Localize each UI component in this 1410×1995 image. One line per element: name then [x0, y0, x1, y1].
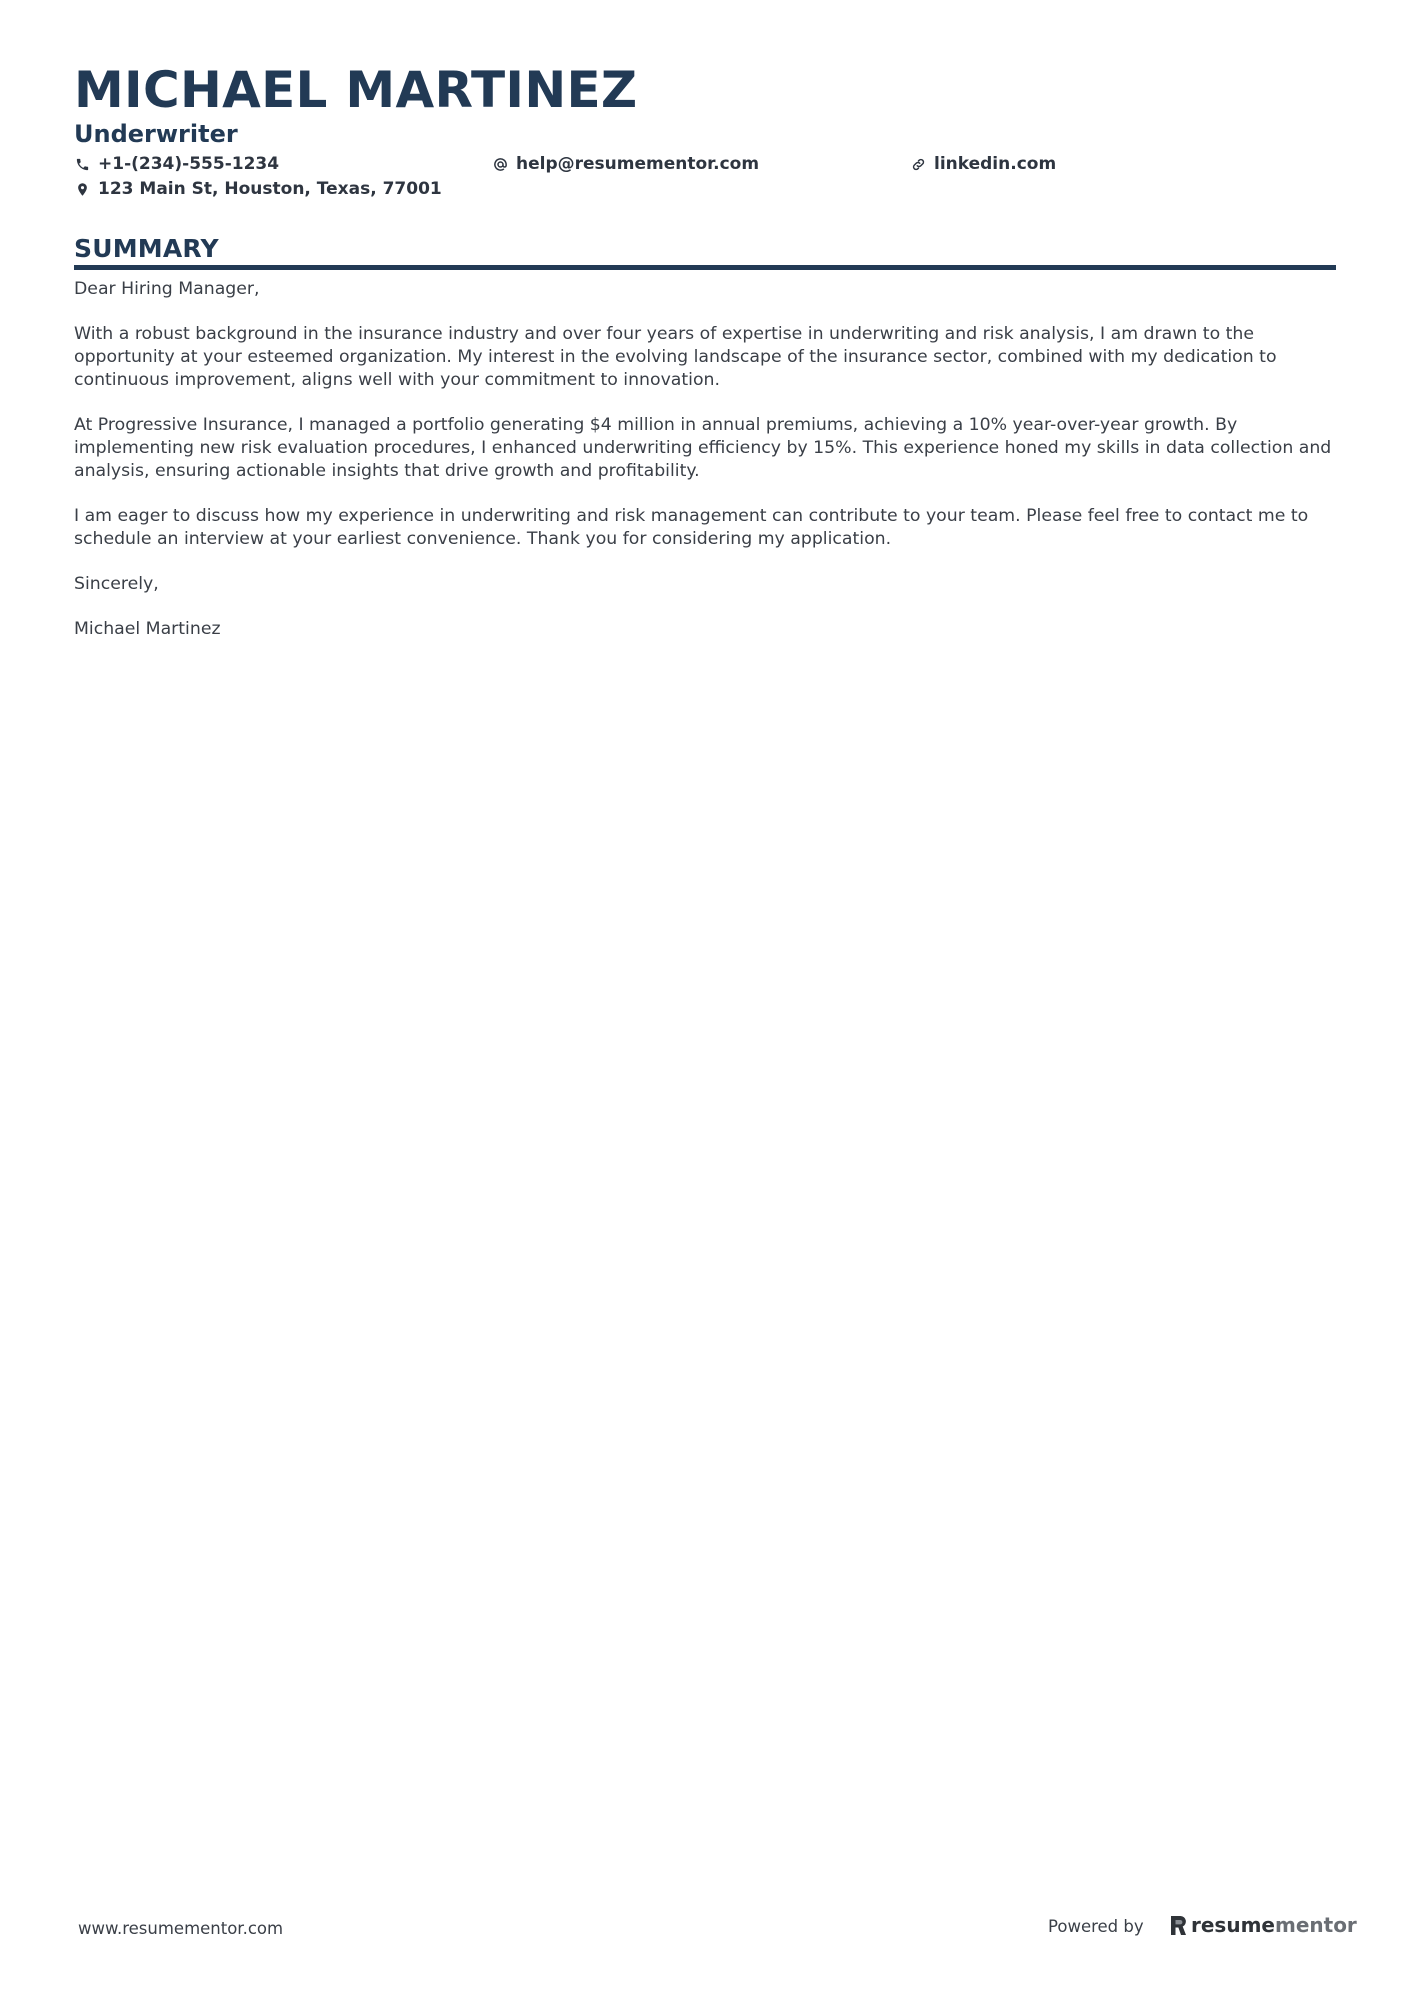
brand-text-resume: resume: [1191, 1913, 1275, 1937]
letter-signature: Michael Martinez: [74, 619, 221, 640]
cover-letter-body: [74, 278, 1336, 664]
brand-logo[interactable]: [1170, 1911, 1357, 1939]
address-text: 123 Main St, Houston, Texas, 77001: [98, 179, 442, 199]
letter-closing: Sincerely,: [74, 574, 159, 595]
candidate-name: MICHAEL MARTINEZ: [74, 61, 638, 119]
section-title-summary: SUMMARY: [74, 234, 219, 263]
powered-by-label: Powered by: [1048, 1917, 1144, 1936]
email-text[interactable]: help@resumementor.com: [516, 154, 760, 174]
section-divider: [74, 265, 1336, 270]
phone-text: +1-(234)-555-1234: [98, 154, 280, 174]
linkedin-text[interactable]: linkedin.com: [934, 154, 1057, 174]
letter-paragraph: With a robust background in the insurance industry and over four years of expertise in underwriting and risk analysis, I am drawn to the opportunity at your esteemed organization. My interest in the evolving landscape of the insurance sector, combined with my dedication to continuous improvement, aligns well with your commitment to innovation.: [74, 324, 1277, 390]
contact-phone: [74, 152, 279, 176]
contact-linkedin[interactable]: [910, 152, 1056, 176]
phone-icon: [74, 156, 91, 173]
resumementor-logo-icon: [1170, 1915, 1187, 1936]
brand-text-mentor: mentor: [1274, 1913, 1357, 1937]
resume-page: [74, 0, 1336, 1995]
job-title: Underwriter: [74, 120, 238, 148]
letter-paragraph: At Progressive Insurance, I managed a portfolio generating $4 million in annual premiums, achieving a 10% year-over-year growth. By implementing new risk evaluation procedures, I enhanced underwriting efficiency by 15%. This experience honed my skills in data collection and analysis, ensuring actionable insights that drive growth and profitability.: [74, 415, 1332, 481]
letter-paragraph: I am eager to discuss how my experience in underwriting and risk management can contribute to your team. Please feel free to contact me to schedule an interview at your earliest convenience. Thank you for considering my application.: [74, 505, 1309, 549]
contact-email[interactable]: [492, 152, 759, 176]
letter-greeting: Dear Hiring Manager,: [74, 279, 260, 299]
contact-address: [74, 177, 442, 201]
at-icon: [492, 156, 509, 173]
footer-website-link[interactable]: www.resumementor.com: [78, 1919, 284, 1938]
link-icon: [910, 156, 927, 173]
location-pin-icon: [74, 181, 91, 198]
